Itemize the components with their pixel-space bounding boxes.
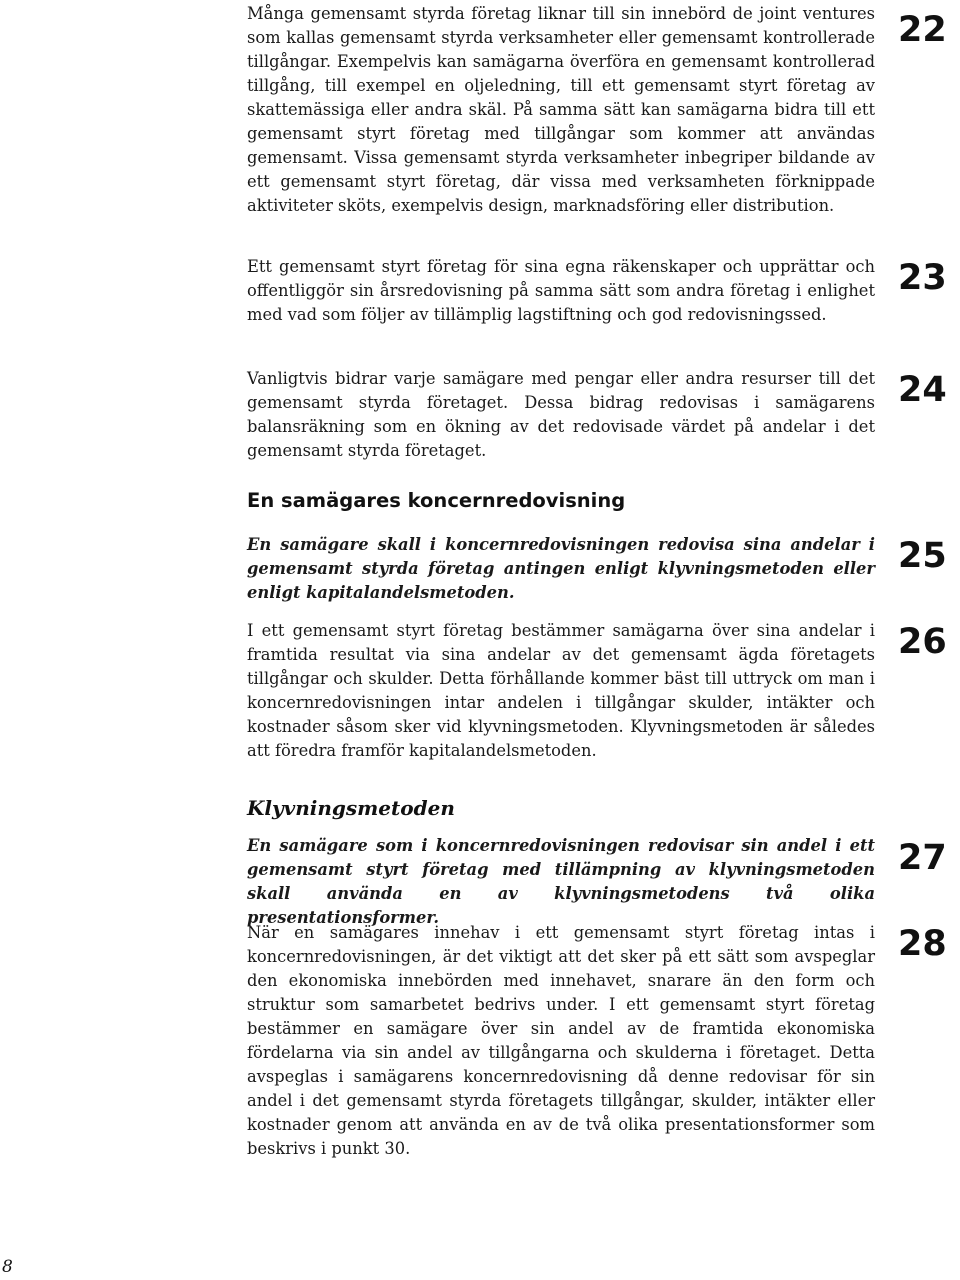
margin-number-25: 25 xyxy=(898,536,947,576)
paragraph-28: När en samägares innehav i ett gemensamt styrt företag intas i koncernredovisningen, är det viktigt att det sker på ett sätt som avspeglar den ekonomiska innebörden med innehavet, snarare än den form och struktur som samarbetet bedrivs under. I ett gemensamt styrt företag bestämmer en samägare över sin andel av de framtida ekonomiska fördelarna via sin andel av tillgångarna och skulderna i företaget. Detta avspeglas i samägarens koncernredovisning då denne redovisar för sin andel i det gemensamt styrda företagets tillgångar, skulder, intäkter eller kostnader genom att använda en av de två olika presentationsformer som beskrivs i punkt 30. xyxy=(247,923,875,1158)
paragraph-27-rule: En samägare som i koncernredovisningen redovisar sin andel i ett gemensamt styrt företag med tillämpning av klyvningsmetoden skall använda en av klyvningsmetodens två olika presentationsformer. xyxy=(247,836,875,927)
subsection-heading: Klyvningsmetoden xyxy=(247,796,455,820)
paragraph-24: Vanligtvis bidrar varje samägare med pengar eller andra resurser till det gemensamt styrda företaget. Dessa bidrag redovisas i samägarens balansräkning som en ökning av det redovisade värdet på andelar i det gemensamt styrda företaget. xyxy=(247,369,875,460)
paragraph-23: Ett gemensamt styrt företag för sina egna räkenskaper och upprättar och offentliggör sin årsredovisning på samma sätt som andra företag i enlighet med vad som följer av tillämplig lagstiftning och god redovisningssed. xyxy=(247,257,875,324)
margin-number-27: 27 xyxy=(898,838,947,878)
paragraph-25-rule: En samägare skall i koncernredovisningen redovisa sina andelar i gemensamt styrda företag antingen enligt klyvningsmetoden eller enligt kapitalandelsmetoden. xyxy=(247,535,875,602)
margin-number-23: 23 xyxy=(898,258,947,298)
paragraph-26: I ett gemensamt styrt företag bestämmer samägarna över sina andelar i framtida resultat via sina andelar av det gemensamt ägda företagets tillgångar och skulder. Detta förhållande kommer bäst till uttryck om man i koncernredovisningen intar andelen i tillgångar skulder, intäkter och kostnader såsom sker vid klyvningsmetoden. Klyvningsmetoden är således att föredra framför kapitalandelsmetoden. xyxy=(247,621,875,760)
margin-number-22: 22 xyxy=(898,10,947,50)
margin-number-28: 28 xyxy=(898,924,947,964)
margin-number-26: 26 xyxy=(898,622,947,662)
page-number: 8 xyxy=(2,1257,13,1277)
section-heading: En samägares koncernredovisning xyxy=(247,489,626,512)
paragraph-22-continued: Många gemensamt styrda företag liknar till sin innebörd de joint ventures som kallas gemensamt styrda verksamheter eller gemensamt kontrollerade tillgångar. Exempelvis kan samägarna överföra en gemensamt kontrollerad tillgång, till exempel en oljeledning, till ett gemensamt styrt företag av skattemässiga eller andra skäl. På samma sätt kan samägarna bidra till ett gemensamt styrt företag med tillgångar som kommer att användas gemensamt. Vissa gemensamt styrda verksamheter inbegriper bildande av ett gemensamt styrt företag, där vissa med verksamheten förknippade aktiviteter sköts, exempelvis design, marknadsföring eller distribution. xyxy=(247,4,875,215)
margin-number-24: 24 xyxy=(898,370,947,410)
